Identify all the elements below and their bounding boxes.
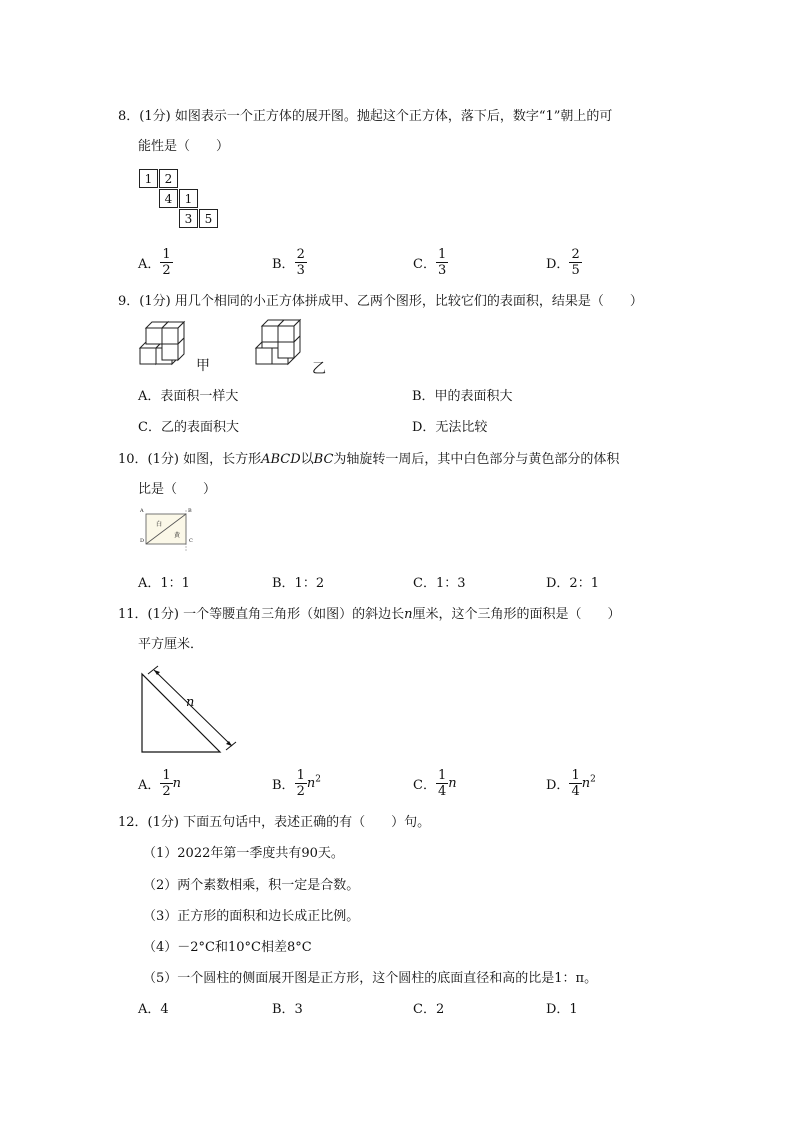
vertex-c-label: C (189, 538, 193, 544)
q10-option-c[interactable]: C．1：3 (413, 576, 466, 591)
denominator: 3 (296, 263, 305, 278)
q12-option-a[interactable]: A．4 (138, 1002, 169, 1017)
numerator: 2 (571, 247, 580, 262)
option-label: A． (138, 257, 161, 272)
q10-bc: BC (313, 452, 334, 467)
net-cell: 2 (159, 169, 178, 188)
q12-statement-2: （2）两个素数相乘，积一定是合数。 (143, 878, 360, 893)
q12-option-b[interactable]: B．3 (272, 1002, 303, 1017)
q10-abcd: ABCD (261, 452, 301, 467)
option-label: C． (413, 778, 436, 793)
q9-option-c[interactable]: C．乙的表面积大 (138, 420, 239, 435)
white-region-label: 白 (156, 521, 163, 528)
net-cell: 3 (179, 209, 198, 228)
numerator: 2 (296, 247, 305, 262)
q12-statement-1: （1）2022年第一季度共有90天。 (143, 846, 344, 861)
q11-n: n (404, 607, 413, 622)
q11-text-post: 厘米，这个三角形的面积是（ ） (412, 607, 621, 622)
option-label: A． (138, 778, 161, 793)
fraction (569, 768, 581, 799)
fraction (295, 247, 307, 278)
option-label: B． (272, 257, 295, 272)
q11-text-pre: 11．(1分) 一个等腰直角三角形（如图）的斜边长 (118, 607, 405, 622)
denominator: 2 (296, 784, 305, 799)
numerator: 1 (162, 768, 171, 783)
option-label: B． (272, 778, 295, 793)
rectangle-figure (138, 507, 200, 555)
numerator: 1 (437, 247, 447, 262)
q8-line2: 能性是（ ） (138, 139, 230, 154)
denominator: 3 (437, 263, 447, 278)
q10-line1 (118, 448, 619, 467)
net-cell: 4 (159, 189, 178, 208)
vertex-a-label: A (140, 508, 144, 514)
fraction (160, 768, 172, 799)
q10-text-pre: 10．(1分) 如图，长方形 (118, 452, 262, 467)
q10-option-a[interactable]: A．1：1 (138, 576, 190, 591)
cube-net-figure (139, 169, 229, 231)
q10-text-mid: 以 (300, 452, 314, 467)
variable: n (172, 776, 182, 791)
variable: n (306, 776, 316, 791)
q11-option-b[interactable] (272, 768, 321, 799)
q10-text-post: 为轴旋转一周后，其中白色部分与黄色部分的体积 (333, 452, 620, 467)
q12-option-c[interactable]: C．2 (413, 1002, 445, 1017)
right-triangle-figure (138, 664, 238, 756)
q12-statement-3: （3）正方形的面积和边长成正比例。 (143, 909, 360, 924)
figure-b-label: 乙 (312, 361, 326, 377)
q11-option-a[interactable] (138, 768, 181, 799)
q8-option-b[interactable] (272, 247, 307, 278)
q9-option-a[interactable]: A．表面积一样大 (138, 389, 239, 404)
q12-statement-5: （5）一个圆柱的侧面展开图是正方形，这个圆柱的底面直径和高的比是1：π。 (143, 971, 598, 986)
q12-statement-4: （4）－2°C和10°C相差8°C (143, 940, 312, 955)
q9-option-d[interactable]: D．无法比较 (412, 420, 488, 435)
numerator: 1 (571, 768, 580, 783)
denominator: 4 (437, 784, 447, 799)
vertex-d-label: D (140, 538, 145, 544)
net-cell: 1 (139, 169, 158, 188)
exponent: 2 (315, 774, 321, 785)
q8-option-d[interactable] (546, 247, 582, 278)
fraction (436, 247, 448, 278)
yellow-region-label: 黄 (174, 532, 181, 539)
q9-option-b[interactable]: B．甲的表面积大 (412, 389, 513, 404)
q11-option-c[interactable] (413, 768, 457, 799)
fraction (160, 247, 172, 278)
denominator: 5 (571, 263, 580, 278)
hypotenuse-label: n (186, 695, 195, 710)
figure-a-label: 甲 (196, 358, 210, 374)
option-label: D． (546, 257, 570, 272)
fraction (436, 768, 448, 799)
denominator: 2 (162, 784, 171, 799)
cube-stacks-figure (138, 318, 333, 376)
option-label: D． (546, 778, 570, 793)
fraction (295, 768, 307, 799)
q10-line2: 比是（ ） (138, 482, 217, 497)
q8-option-c[interactable] (413, 247, 448, 278)
denominator: 2 (162, 263, 171, 278)
option-label: C． (413, 257, 436, 272)
net-cell: 5 (199, 209, 218, 228)
q10-option-b[interactable]: B．1：2 (272, 576, 325, 591)
q10-option-d[interactable]: D．2：1 (546, 576, 599, 591)
q11-line1 (118, 603, 620, 622)
exponent: 2 (590, 774, 596, 785)
numerator: 1 (162, 247, 171, 262)
q8-line1: 8．(1分) 如图表示一个正方体的展开图。抛起这个正方体，落下后，数字“1”朝上的可 (118, 109, 613, 124)
q11-option-d[interactable] (546, 768, 596, 799)
fraction (569, 247, 581, 278)
numerator: 1 (296, 768, 305, 783)
variable: n (581, 776, 591, 791)
q12-line1: 12．(1分) 下面五句话中，表述正确的有（ ）句。 (118, 815, 431, 830)
numerator: 1 (437, 768, 447, 783)
net-cell: 1 (179, 189, 198, 208)
denominator: 4 (571, 784, 580, 799)
q9-line1: 9．(1分) 用几个相同的小正方体拼成甲、乙两个图形，比较它们的表面积，结果是（ ） (118, 294, 643, 309)
q11-line2: 平方厘米． (138, 637, 204, 652)
vertex-b-label: B (188, 508, 192, 514)
q12-option-d[interactable]: D．1 (546, 1002, 578, 1017)
variable: n (448, 776, 457, 791)
q8-option-a[interactable] (138, 247, 173, 278)
